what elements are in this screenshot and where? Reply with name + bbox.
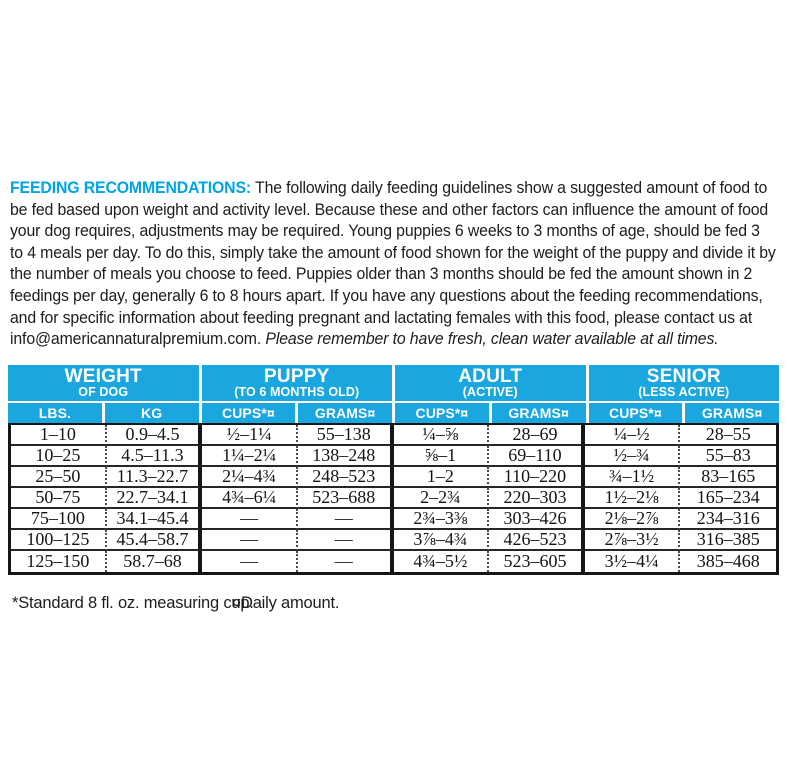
column-header-senior-grams: GRAMS¤ [685,403,779,423]
cell-senior-grams: 55–83 [680,446,776,467]
cell-senior-cups: 2⅞–3½ [585,530,681,551]
cell-adult-grams: 303–426 [489,509,585,530]
column-header-puppy-cups: CUPS*¤ [202,403,296,423]
column-header-kg: KG [105,403,199,423]
cell-adult-cups: 2–2¾ [394,488,490,509]
cell-puppy-cups: ½–1¼ [202,425,298,446]
group-title: WEIGHT [64,365,142,387]
group-subtitle: (ACTIVE) [462,384,518,399]
table-row [11,446,776,467]
group-title: ADULT [458,365,523,387]
intro-paragraph [10,177,776,350]
cell-adult-cups: 4¾–5½ [394,551,490,572]
footnote-daily-amount: ¤Daily amount. [232,594,340,612]
column-header-lbs: LBS. [8,403,102,423]
cell-lbs: 1–10 [11,425,107,446]
cell-senior-cups: ½–¾ [585,446,681,467]
group-title: SENIOR [646,365,721,387]
group-header-puppy [202,365,393,401]
table-row [11,467,776,488]
cell-adult-grams: 523–605 [489,551,585,572]
cell-kg: 11.3–22.7 [107,467,203,488]
cell-kg: 58.7–68 [107,551,203,572]
cell-lbs: 25–50 [11,467,107,488]
group-header-senior [589,365,780,401]
cell-puppy-grams: — [298,530,394,551]
cell-kg: 0.9–4.5 [107,425,203,446]
cell-puppy-cups: 2¼–4¾ [202,467,298,488]
footnote-measuring-cup: *Standard 8 fl. oz. measuring cup. [12,594,254,612]
cell-adult-cups: ¼–⅝ [394,425,490,446]
group-title: PUPPY [264,365,330,387]
group-header-weight [8,365,199,401]
cell-adult-grams: 426–523 [489,530,585,551]
cell-senior-grams: 385–468 [696,551,760,571]
cell-puppy-grams: 248–523 [298,467,394,488]
column-header-puppy-grams: GRAMS¤ [298,403,392,423]
table-row [11,551,776,572]
column-header-adult-grams: GRAMS¤ [492,403,586,423]
cell-senior-grams: 165–234 [680,488,776,509]
group-header-adult [395,365,586,401]
cell-puppy-grams: 55–138 [298,425,394,446]
intro-heading: FEEDING RECOMMENDATIONS: [10,178,252,197]
cell-puppy-cups: 4¾–6¼ [202,488,298,509]
cell-puppy-grams: 523–688 [298,488,394,509]
table-body [8,423,779,575]
cell-lbs: 125–150 [11,551,107,572]
cell-kg: 22.7–34.1 [107,488,203,509]
cell-lbs: 75–100 [11,509,107,530]
cell-adult-cups: 1–2 [394,467,490,488]
feeding-table [8,365,779,575]
cell-senior-cups: ¼–½ [585,425,681,446]
table-row [11,488,776,509]
cell-senior-grams: 234–316 [680,509,776,530]
cell-puppy-cups: — [202,551,298,572]
cell-adult-grams: 110–220 [489,467,585,488]
column-header-adult-cups: CUPS*¤ [395,403,489,423]
table-row [11,425,776,446]
cell-senior-grams: 316–385 [680,530,776,551]
cell-puppy-grams: — [298,509,394,530]
cell-puppy-grams: 138–248 [298,446,394,467]
cell-senior-grams: 28–55 [680,425,776,446]
cell-puppy-cups: — [202,509,298,530]
table-group-header-row [8,365,779,401]
cell-lbs: 10–25 [11,446,107,467]
cell-puppy-cups: — [202,530,298,551]
cell-adult-grams: 28–69 [489,425,585,446]
cell-senior-grams: 83–165 [680,467,776,488]
intro-body-text: The following daily feeding guidelines show a suggested amount of food to be fed based upon weight and activity level. Because these and other factors can influence the amount of food your dog requires, adjustments may be required. Young puppies 6 weeks to 3 months of age, should be fed 3 to 4 meals per day. To do this, simply take the amount of food shown for the weight of the puppy and divide it by the number of meals you choose to feed. Puppies older than 3 months should be fed the amount shown in 2 feedings per day, generally 6 to 8 hours apart. If you have any questions about the feeding recommendations, and for specific information about feeding pregnant and lactating females with this food, please contact us at info@americannaturalpremium.com. [10,178,776,349]
cell-adult-cups: ⅝–1 [394,446,490,467]
group-subtitle: OF DOG [78,384,129,399]
table-row [11,530,776,551]
cell-kg: 4.5–11.3 [107,446,203,467]
intro-italic-note: Please remember to have fresh, clean water available at all times. [265,329,719,349]
cell-kg: 34.1–45.4 [107,509,203,530]
table-column-header-row [8,403,779,423]
cell-senior-cups: 1½–2⅛ [585,488,681,509]
cell-adult-cups: 3⅞–4¾ [394,530,490,551]
cell-lbs: 50–75 [11,488,107,509]
cell-adult-grams: 69–110 [489,446,585,467]
cell-senior-cups: ¾–1½ [585,467,681,488]
group-subtitle: (LESS ACTIVE) [638,384,730,399]
cell-senior-cups: 3½–4¼ [585,551,681,572]
group-subtitle: (TO 6 MONTHS OLD) [234,384,360,399]
cell-adult-cups: 2¾–3⅜ [394,509,490,530]
cell-senior-cups: 2⅛–2⅞ [585,509,681,530]
cell-puppy-grams: — [298,551,394,572]
cell-kg: 45.4–58.7 [107,530,203,551]
table-row [11,509,776,530]
column-header-senior-cups: CUPS*¤ [589,403,683,423]
cell-lbs: 100–125 [11,530,107,551]
cell-puppy-cups: 1¼–2¼ [202,446,298,467]
cell-adult-grams: 220–303 [489,488,585,509]
